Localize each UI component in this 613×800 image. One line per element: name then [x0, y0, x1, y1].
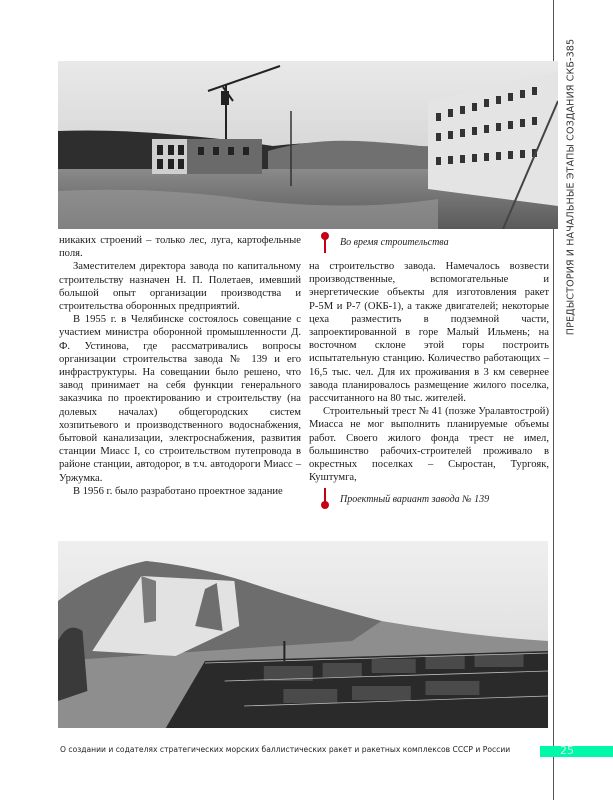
running-head-vertical: [560, 38, 582, 336]
figure-caption-project: [318, 488, 489, 510]
paragraph: никаких строений – только лес, луга, картофельные поля.: [59, 235, 301, 260]
project-drawing: [58, 541, 548, 728]
caption-pin-icon: [318, 231, 332, 253]
paragraph: В 1955 г. в Челябинске состоялось совещание с участием министра оборонной промышленности Д. Ф. Устинова, где рассматривались вопросы организации строительства завода № 139 и его инфраструктуры. На совещании было решено, что завод принимает на себя функции генерального заказчика по проектированию и строительству (на долевых началах) общегородских систем хозпитьевого и производственного водоснабжения, бытовой канализации, электроснабжения, развития станции Миасс I, со строительством путепровода в районе станции, автодорог, в т.ч. автодороги Миасс – Уржумка.: [59, 314, 301, 484]
paragraph: Заместителем директора завода по капитальному строительству назначен Н. П. Полетаев, имевший большой опыт организации производства и строительства оборонных предприятий.: [59, 261, 301, 313]
page-number: 25: [560, 744, 574, 757]
text-column-left: [59, 234, 301, 498]
project-drawing-image: [58, 541, 548, 728]
chapter-title: ПРЕДЫСТОРИЯ И НАЧАЛЬНЫЕ ЭТАПЫ СОЗДАНИЯ СКБ-385: [565, 38, 577, 336]
page-number-bar: [540, 746, 613, 757]
caption-text: Проектный вариант завода № 139: [340, 493, 490, 505]
figure-caption-construction: [318, 231, 449, 253]
paragraph: В 1956 г. было разработано проектное задание: [73, 485, 283, 497]
caption-pin-icon: [318, 488, 332, 510]
construction-photo: [58, 61, 558, 229]
text-column-right: [309, 260, 549, 484]
paragraph: Строительный трест № 41 (позже Уралавтострой) Миасса не мог выполнить планируемые объемы работ. Своего жилого фонда трест не имел, большинство рабочих-строителей проживало в окрестных поселках – Сыростан, Тургояк, Куштумга,: [309, 406, 549, 484]
paragraph: на строительство завода. Намечалось возвести производственные, вспомогательные и энергетические объекты для изготовления ракет Р-5М и Р-7 (ОКБ-1), а также двигателей; некоторые цеха разместить в подземной части, запроектированной в горе Малый Ильмень; на восточном склоне этой горы построить испытательную станцию. Количество работающих – 16,5 тыс. чел. Для их проживания в 3 км севернее завода планировалось размещение жилого поселка, рассчитанного на 80 тыс. жителей.: [309, 261, 549, 405]
footer-book-title: О создании и содателях стратегических морских баллистических ракет и ракетных комплексов СССР и России: [60, 745, 511, 754]
construction-photo-image: [58, 61, 558, 229]
caption-text: Во время строительства: [340, 236, 449, 248]
